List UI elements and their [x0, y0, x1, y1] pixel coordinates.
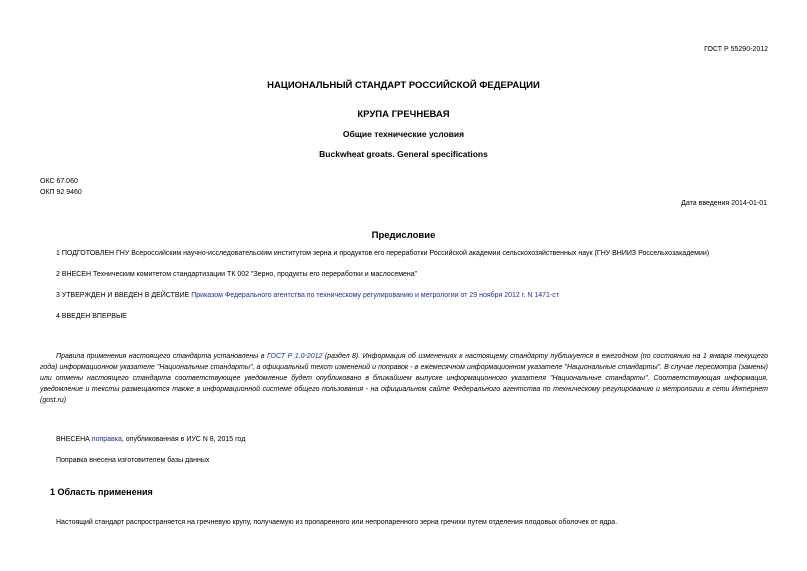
- foreword-item-3: [56, 291, 559, 301]
- amendment-note: Поправка внесена изготовителем базы данных: [56, 457, 210, 464]
- section-1-text: Настоящий стандарт распространяется на гречневую крупу, получаемую из пропаренного или непропаренного зерна гречихи путем отделения плодовых оболочек от ядра.: [56, 519, 618, 526]
- amendment-prefix: ВНЕСЕНА: [56, 436, 92, 443]
- document-subtitle-en: Buckwheat groats. General specifications: [319, 149, 488, 159]
- foreword-item-4: 4 ВВЕДЕН ВПЕРВЫЕ: [56, 313, 127, 320]
- rules-paragraph: [40, 351, 768, 406]
- foreword-heading: Предисловие: [371, 230, 436, 241]
- rules-text-part1: Правила применения настоящего стандарта установлены в: [56, 353, 267, 360]
- order-link[interactable]: Приказом Федерального агентства по техническому регулированию и метрологии от 29 ноября 2012 г. N 1471-ст: [191, 292, 559, 299]
- intro-date: Дата введения 2014-01-01: [681, 200, 767, 207]
- amendment-line: [56, 435, 245, 445]
- section-1-heading: 1 Область применения: [50, 487, 153, 497]
- okp-code: ОКП 92 9460: [40, 189, 82, 196]
- oks-code: ОКС 67.060: [40, 178, 78, 185]
- gost-link[interactable]: ГОСТ Р 1.0-2012: [266, 353, 323, 360]
- amendment-link[interactable]: поправка: [91, 436, 122, 443]
- rules-text-part2: (раздел 8). Информация об изменениях к настоящему стандарту публикуется в ежегодном (по состоянию на 1 января текущего года) информационном указателе "Национальные стандарты", а официальный текст изменений и поправок - в ежемесячном информационном указателе "Национальные стандарты". В случае пересмотра (замены) или отмены настоящего стандарта соответствующее уведомление будет опубликовано в ближайшем выпуске информационного указателя "Национальные стандарты". Соответствующая информация, уведомление и тексты размещаются также в информационной системе общего пользования - на официальном сайте Федерального агентства по техническому регулированию и метрологии в сети Интернет (gost.ru): [40, 353, 768, 404]
- main-title: НАЦИОНАЛЬНЫЙ СТАНДАРТ РОССИЙСКОЙ ФЕДЕРАЦИИ: [267, 80, 540, 91]
- foreword-item-2: 2 ВНЕСЕН Техническим комитетом стандартизации ТК 002 "Зерно, продукты его переработки и маслосемена": [56, 271, 418, 278]
- foreword-item-1: 1 ПОДГОТОВЛЕН ГНУ Всероссийским научно-исследовательским институтом зерна и продуктов его переработки Российской академии сельскохозяйственных наук (ГНУ ВНИИЗ Россельхозакадемии): [56, 250, 710, 257]
- document-subtitle-ru: Общие технические условия: [342, 129, 465, 139]
- document-title: КРУПА ГРЕЧНЕВАЯ: [357, 109, 450, 120]
- document-code: ГОСТ Р 55290-2012: [704, 46, 768, 53]
- foreword-item-3-text: 3 УТВЕРЖДЕН И ВВЕДЕН В ДЕЙСТВИЕ: [56, 292, 192, 299]
- amendment-suffix: , опубликованная в ИУС N 8, 2015 год: [121, 436, 246, 443]
